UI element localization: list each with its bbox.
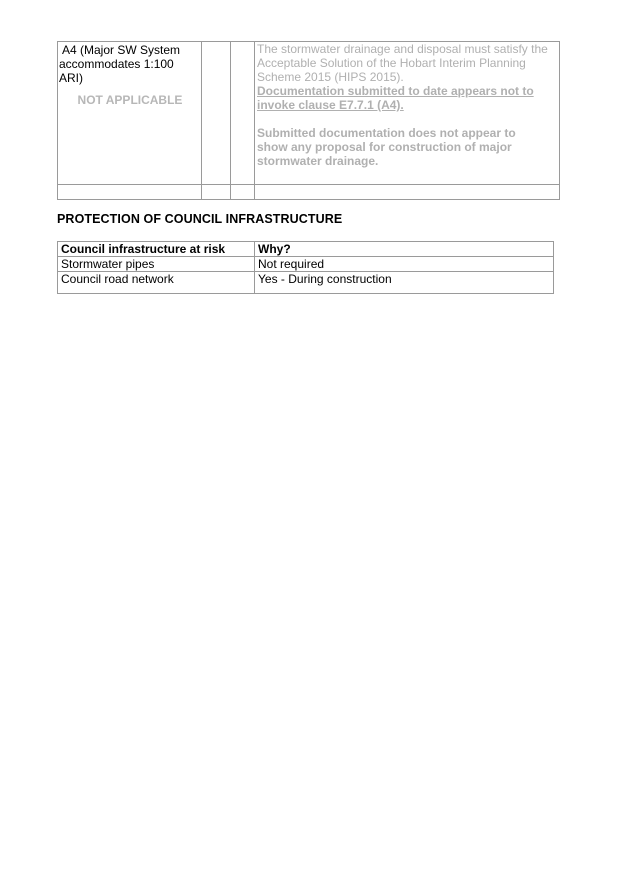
table-cell: Yes - During construction	[255, 272, 554, 294]
criteria-description-cell	[255, 42, 560, 185]
criteria-empty-cell	[58, 185, 202, 200]
criteria-empty-cell	[231, 185, 255, 200]
criteria-table	[57, 41, 560, 200]
infrastructure-table	[57, 241, 554, 294]
bold-note-line: Submitted documentation does not appear to	[257, 126, 516, 140]
underlined-note-line: Documentation submitted to date appears not to	[257, 84, 534, 98]
table-cell: Council road network	[58, 272, 255, 294]
criteria-row-empty	[58, 185, 560, 200]
table-cell: Not required	[255, 257, 554, 272]
table-cell: Stormwater pipes	[58, 257, 255, 272]
description-line: Scheme 2015 (HIPS 2015).	[257, 70, 404, 84]
underlined-note-line: invoke clause E7.7.1 (A4).	[257, 98, 404, 112]
a4-label-line3: ARI)	[59, 71, 83, 85]
not-applicable-label: NOT APPLICABLE	[77, 93, 183, 107]
description-line: The stormwater drainage and disposal must satisfy the	[257, 42, 548, 56]
column-header: Council infrastructure at risk	[58, 242, 255, 257]
criteria-empty-cell	[202, 185, 231, 200]
column-header: Why?	[255, 242, 554, 257]
criteria-empty-cell	[202, 42, 231, 185]
bold-note-line: stormwater drainage.	[257, 154, 379, 168]
a4-label-line1: A4 (Major SW System	[62, 43, 181, 57]
table-header-row	[58, 242, 554, 257]
criteria-empty-cell	[255, 185, 560, 200]
table-row	[58, 272, 554, 294]
table-row	[58, 257, 554, 272]
a4-label-line2: accommodates 1:100	[59, 57, 174, 71]
description-line: Acceptable Solution of the Hobart Interim Planning	[257, 56, 526, 70]
bold-note-line: show any proposal for construction of major	[257, 140, 512, 154]
criteria-empty-cell	[231, 42, 255, 185]
section-heading: PROTECTION OF COUNCIL INFRASTRUCTURE	[57, 212, 343, 226]
criteria-row-a4	[58, 42, 560, 185]
criteria-label-cell	[58, 42, 202, 185]
